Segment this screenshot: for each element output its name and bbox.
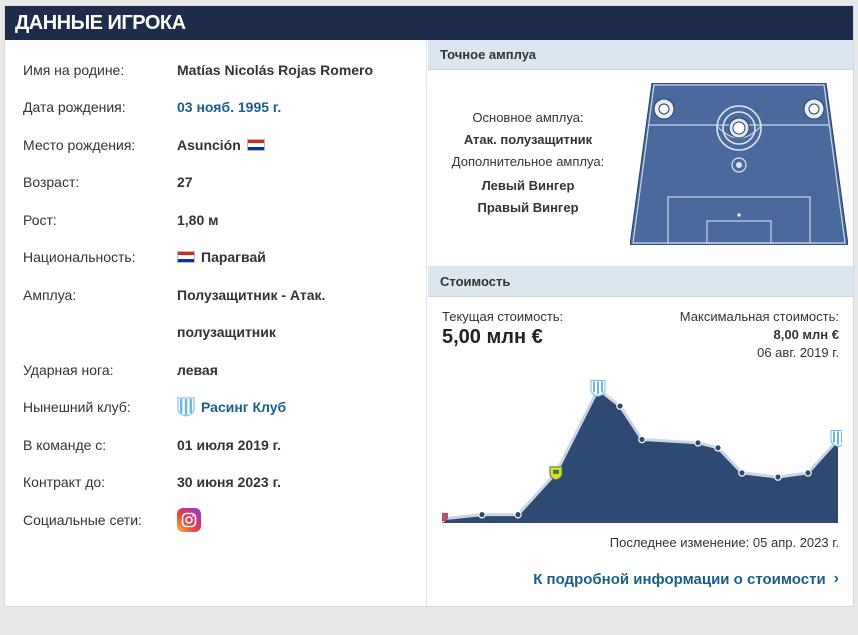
birth-place-text: Asunción [177, 137, 241, 153]
current-club-link[interactable] [177, 397, 286, 417]
racing-club-crest-icon [177, 397, 195, 417]
main-position-value: Атак. полузащитник [463, 132, 593, 147]
player-data-card [4, 5, 854, 607]
current-value: 5,00 млн € [442, 326, 543, 348]
right-winger-marker [804, 99, 824, 119]
row-label: Национальность: [23, 249, 136, 265]
max-value-date: 06 авг. 2019 г. [757, 345, 839, 360]
row-current-club [23, 397, 416, 417]
height-value: 1,80 м [177, 212, 219, 228]
left-winger-marker [654, 99, 674, 119]
row-label: Возраст: [23, 174, 80, 190]
row-label: Амплуа: [23, 287, 77, 303]
row-position-cont [23, 322, 416, 342]
value-point [739, 470, 745, 476]
nationality-value [177, 249, 266, 265]
header-title: ДАННЫЕ ИГРОКА [15, 11, 186, 34]
other-position-value: Левый Вингер [481, 178, 575, 193]
value-point [479, 511, 485, 517]
value-point [639, 436, 645, 442]
paraguay-flag-icon [247, 139, 265, 151]
paraguay-flag-icon [177, 251, 195, 263]
current-value-label: Текущая стоимость: [442, 309, 564, 324]
section-header [5, 6, 853, 40]
last-change-text: Последнее изменение: 05 апр. 2023 г. [609, 535, 839, 550]
nationality-text: Парагвай [201, 249, 266, 265]
details-link[interactable] [533, 570, 839, 588]
foot-value: левая [177, 362, 218, 378]
row-native-name [23, 60, 416, 80]
racing-club-crest-icon [831, 430, 842, 446]
native-name-value: Matías Nicolás Rojas Romero [177, 62, 374, 78]
age-value: 27 [177, 174, 193, 190]
market-value-chart [442, 375, 842, 525]
other-position-label: Дополнительное амплуа: [451, 154, 605, 169]
row-social [23, 510, 416, 530]
position-section-title: Точное амплуа [428, 40, 853, 70]
value-point [515, 511, 521, 517]
row-age [23, 172, 416, 192]
current-club-text[interactable]: Расинг Клуб [201, 399, 287, 415]
row-position [23, 285, 416, 305]
market-value-box [428, 297, 853, 635]
racing-club-crest-icon [591, 380, 605, 396]
right-panel [428, 40, 853, 606]
value-point [715, 445, 721, 451]
max-value: 8,00 млн € [773, 327, 839, 342]
row-label: Имя на родине: [23, 62, 125, 78]
row-foot [23, 360, 416, 380]
chevron-right-icon: › [833, 570, 839, 587]
joined-value: 01 июля 2019 г. [177, 437, 281, 453]
row-birth-place [23, 135, 416, 155]
row-birth-date [23, 97, 416, 117]
row-label: Нынешний клуб: [23, 399, 131, 415]
other-position-value: Правый Вингер [477, 200, 579, 215]
row-joined [23, 435, 416, 455]
row-label: Рост: [23, 212, 57, 228]
row-label: Контракт до: [23, 474, 106, 490]
previous-club-crest-icon [550, 467, 562, 480]
row-label: Социальные сети: [23, 512, 142, 528]
instagram-icon[interactable] [177, 508, 201, 532]
main-position-marker [717, 106, 761, 150]
value-point [775, 474, 781, 480]
row-contract [23, 472, 416, 492]
main-position-label: Основное амплуа: [472, 110, 584, 125]
details-link-text[interactable]: К подробной информации о стоимости [533, 570, 826, 588]
row-label: Место рождения: [23, 137, 136, 153]
row-label: Дата рождения: [23, 99, 126, 115]
position-value: Полузащитник - Атак. [177, 287, 326, 303]
contract-value: 30 июня 2023 г. [177, 474, 281, 490]
row-label: Ударная нога: [23, 362, 114, 378]
position-value-line2: полузащитник [177, 324, 276, 340]
value-point [805, 470, 811, 476]
birth-date-link[interactable]: 03 нояб. 1995 г. [177, 99, 282, 115]
row-label: В команде с: [23, 437, 107, 453]
birth-place-value [177, 137, 265, 153]
position-box [428, 70, 853, 267]
value-point [695, 440, 701, 446]
row-nationality [23, 247, 416, 267]
value-area [442, 389, 838, 523]
value-point [617, 403, 623, 409]
row-height [23, 210, 416, 230]
value-section-title: Стоимость [428, 267, 853, 297]
player-info-panel [5, 40, 427, 606]
max-value-label: Максимальная стоимость: [679, 309, 839, 324]
pitch-diagram [630, 83, 848, 245]
